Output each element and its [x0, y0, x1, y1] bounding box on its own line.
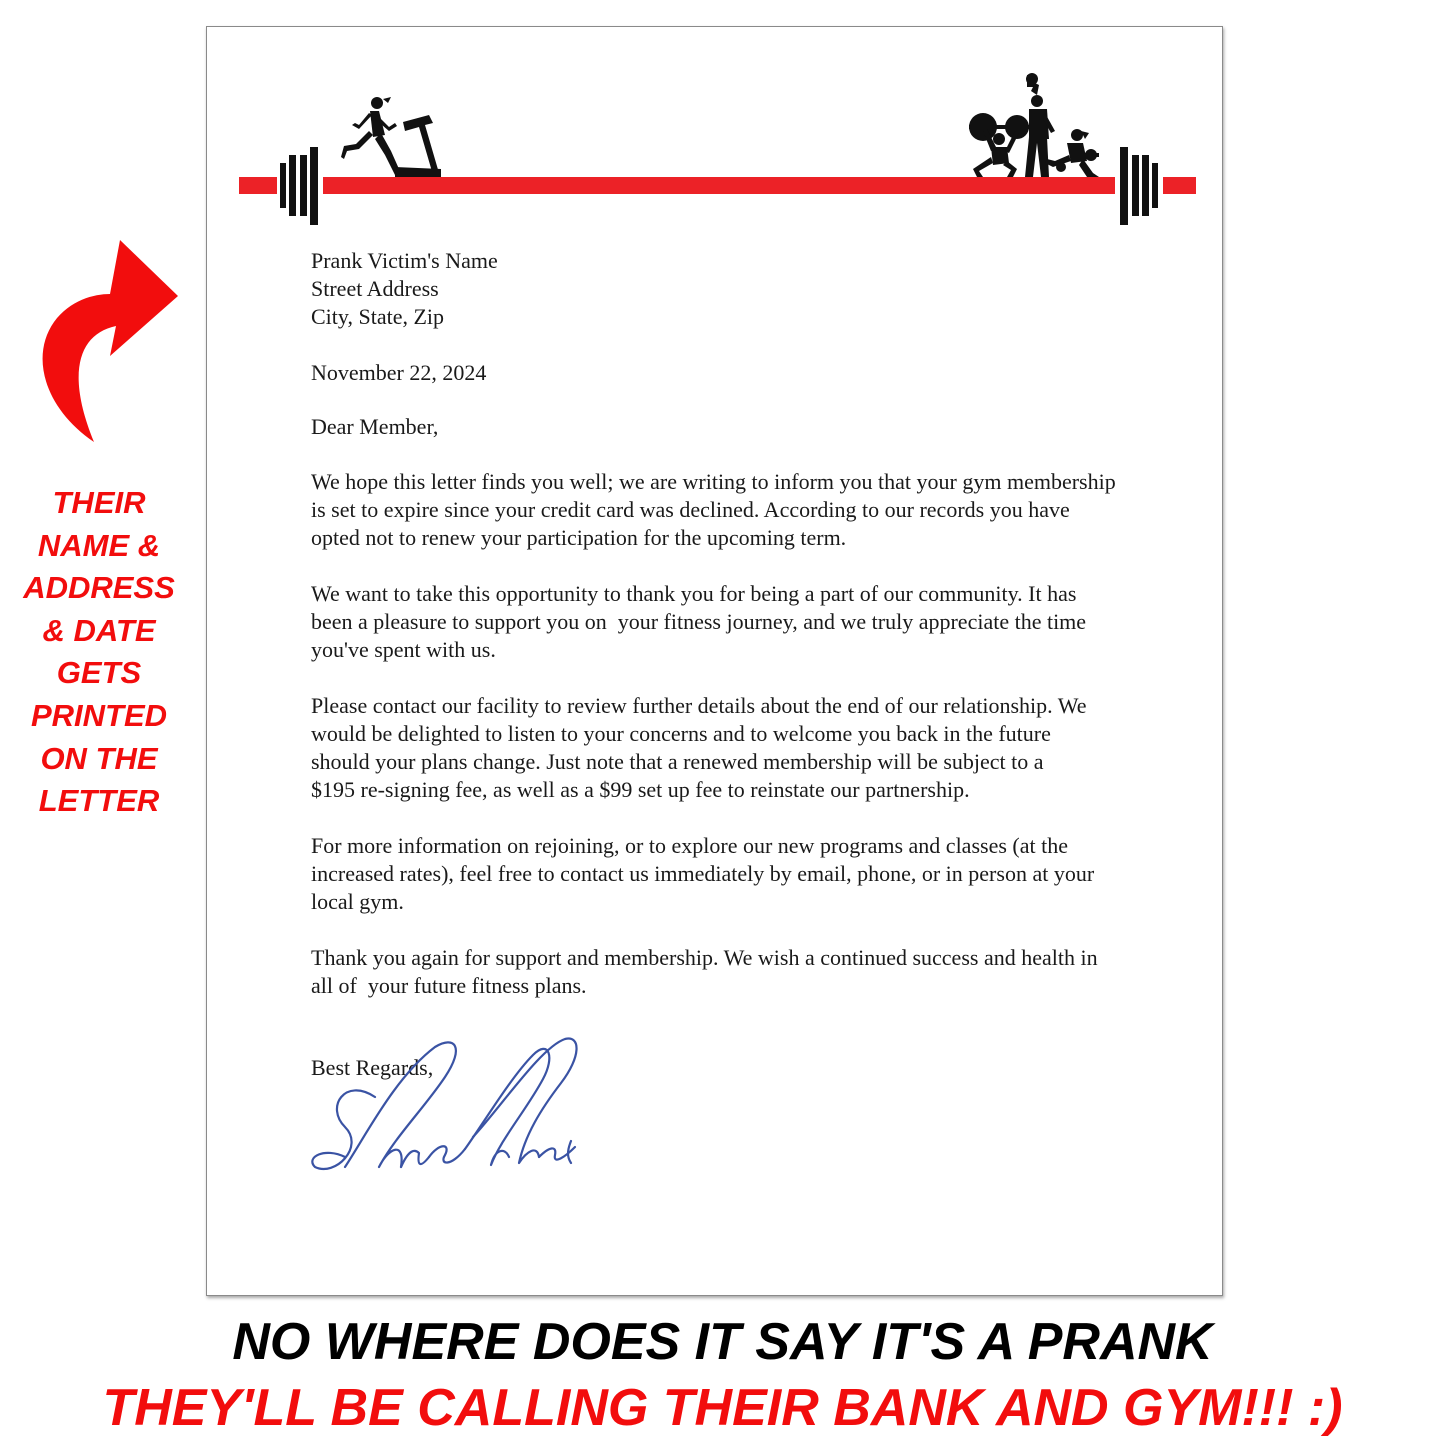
annotation-note	[8, 482, 190, 823]
body-line: Thank you again for support and membership. We wish a continued success and health in	[311, 945, 1098, 970]
body-line: you've spent with us.	[311, 637, 496, 662]
recipient-address	[311, 247, 498, 331]
footer-headline: NO WHERE DOES IT SAY IT'S A PRANK	[232, 1313, 1213, 1371]
closing: Best Regards,	[311, 1055, 434, 1080]
body-line: is set to expire since your credit card was declined. According to our records you have	[311, 497, 1070, 522]
body-line: would be delighted to listen to your concerns and to welcome you back in the future	[311, 721, 1051, 746]
annotation-line: LETTER	[38, 783, 160, 819]
body-line: For more information on rejoining, or to explore our new programs and classes (at the	[311, 833, 1068, 858]
runner-icon	[341, 97, 407, 177]
annotation-line: & DATE	[42, 612, 156, 648]
letterhead-graphic	[207, 27, 1222, 247]
body-line: Please contact our facility to review further details about the end of our relationship. We	[311, 693, 1087, 718]
annotation-line: GETS	[56, 655, 142, 691]
annotation-line: ADDRESS	[23, 570, 175, 606]
body-line: should your plans change. Just note that a renewed membership will be subject to a	[311, 749, 1044, 774]
footer-subheadline: THEY'LL BE CALLING THEIR BANK AND GYM!!! :)	[102, 1379, 1343, 1437]
body-line: been a pleasure to support you on your fitness journey, and we truly appreciate the time	[311, 609, 1087, 634]
treadmill-icon	[395, 115, 441, 177]
body-line: We want to take this opportunity to thank you for being a part of our community. It has	[311, 581, 1077, 606]
letter-body	[311, 468, 1151, 1028]
annotation-line: ON THE	[40, 740, 158, 776]
body-paragraph	[311, 692, 1151, 804]
signature	[305, 1017, 585, 1197]
letter-date: November 22, 2024	[311, 360, 487, 385]
annotation-line: PRINTED	[30, 697, 168, 733]
address-line: City, State, Zip	[311, 304, 445, 329]
body-paragraph	[311, 580, 1151, 664]
body-line: increased rates), feel free to contact us immediately by email, phone, or in person at your	[311, 861, 1095, 886]
body-line: local gym.	[311, 889, 404, 914]
weightlifters-icon	[969, 73, 1099, 177]
curved-arrow-icon	[30, 238, 190, 448]
body-paragraph	[311, 832, 1151, 916]
barbell-icon	[239, 147, 1196, 225]
annotation-line: THEIR	[52, 485, 146, 520]
body-line: opted not to renew your participation for the upcoming term.	[311, 525, 847, 550]
body-paragraph	[311, 944, 1151, 1000]
body-line: all of your future fitness plans.	[311, 973, 587, 998]
address-line: Street Address	[311, 276, 439, 301]
body-line: We hope this letter finds you well; we are writing to inform you that your gym membership	[311, 469, 1116, 494]
letter-page	[206, 26, 1223, 1296]
body-line: $195 re-signing fee, as well as a $99 set up fee to reinstate our partnership.	[311, 777, 970, 802]
annotation-line: NAME &	[37, 527, 161, 563]
address-line: Prank Victim's Name	[311, 248, 498, 273]
body-paragraph	[311, 468, 1151, 552]
salutation: Dear Member,	[311, 414, 439, 439]
